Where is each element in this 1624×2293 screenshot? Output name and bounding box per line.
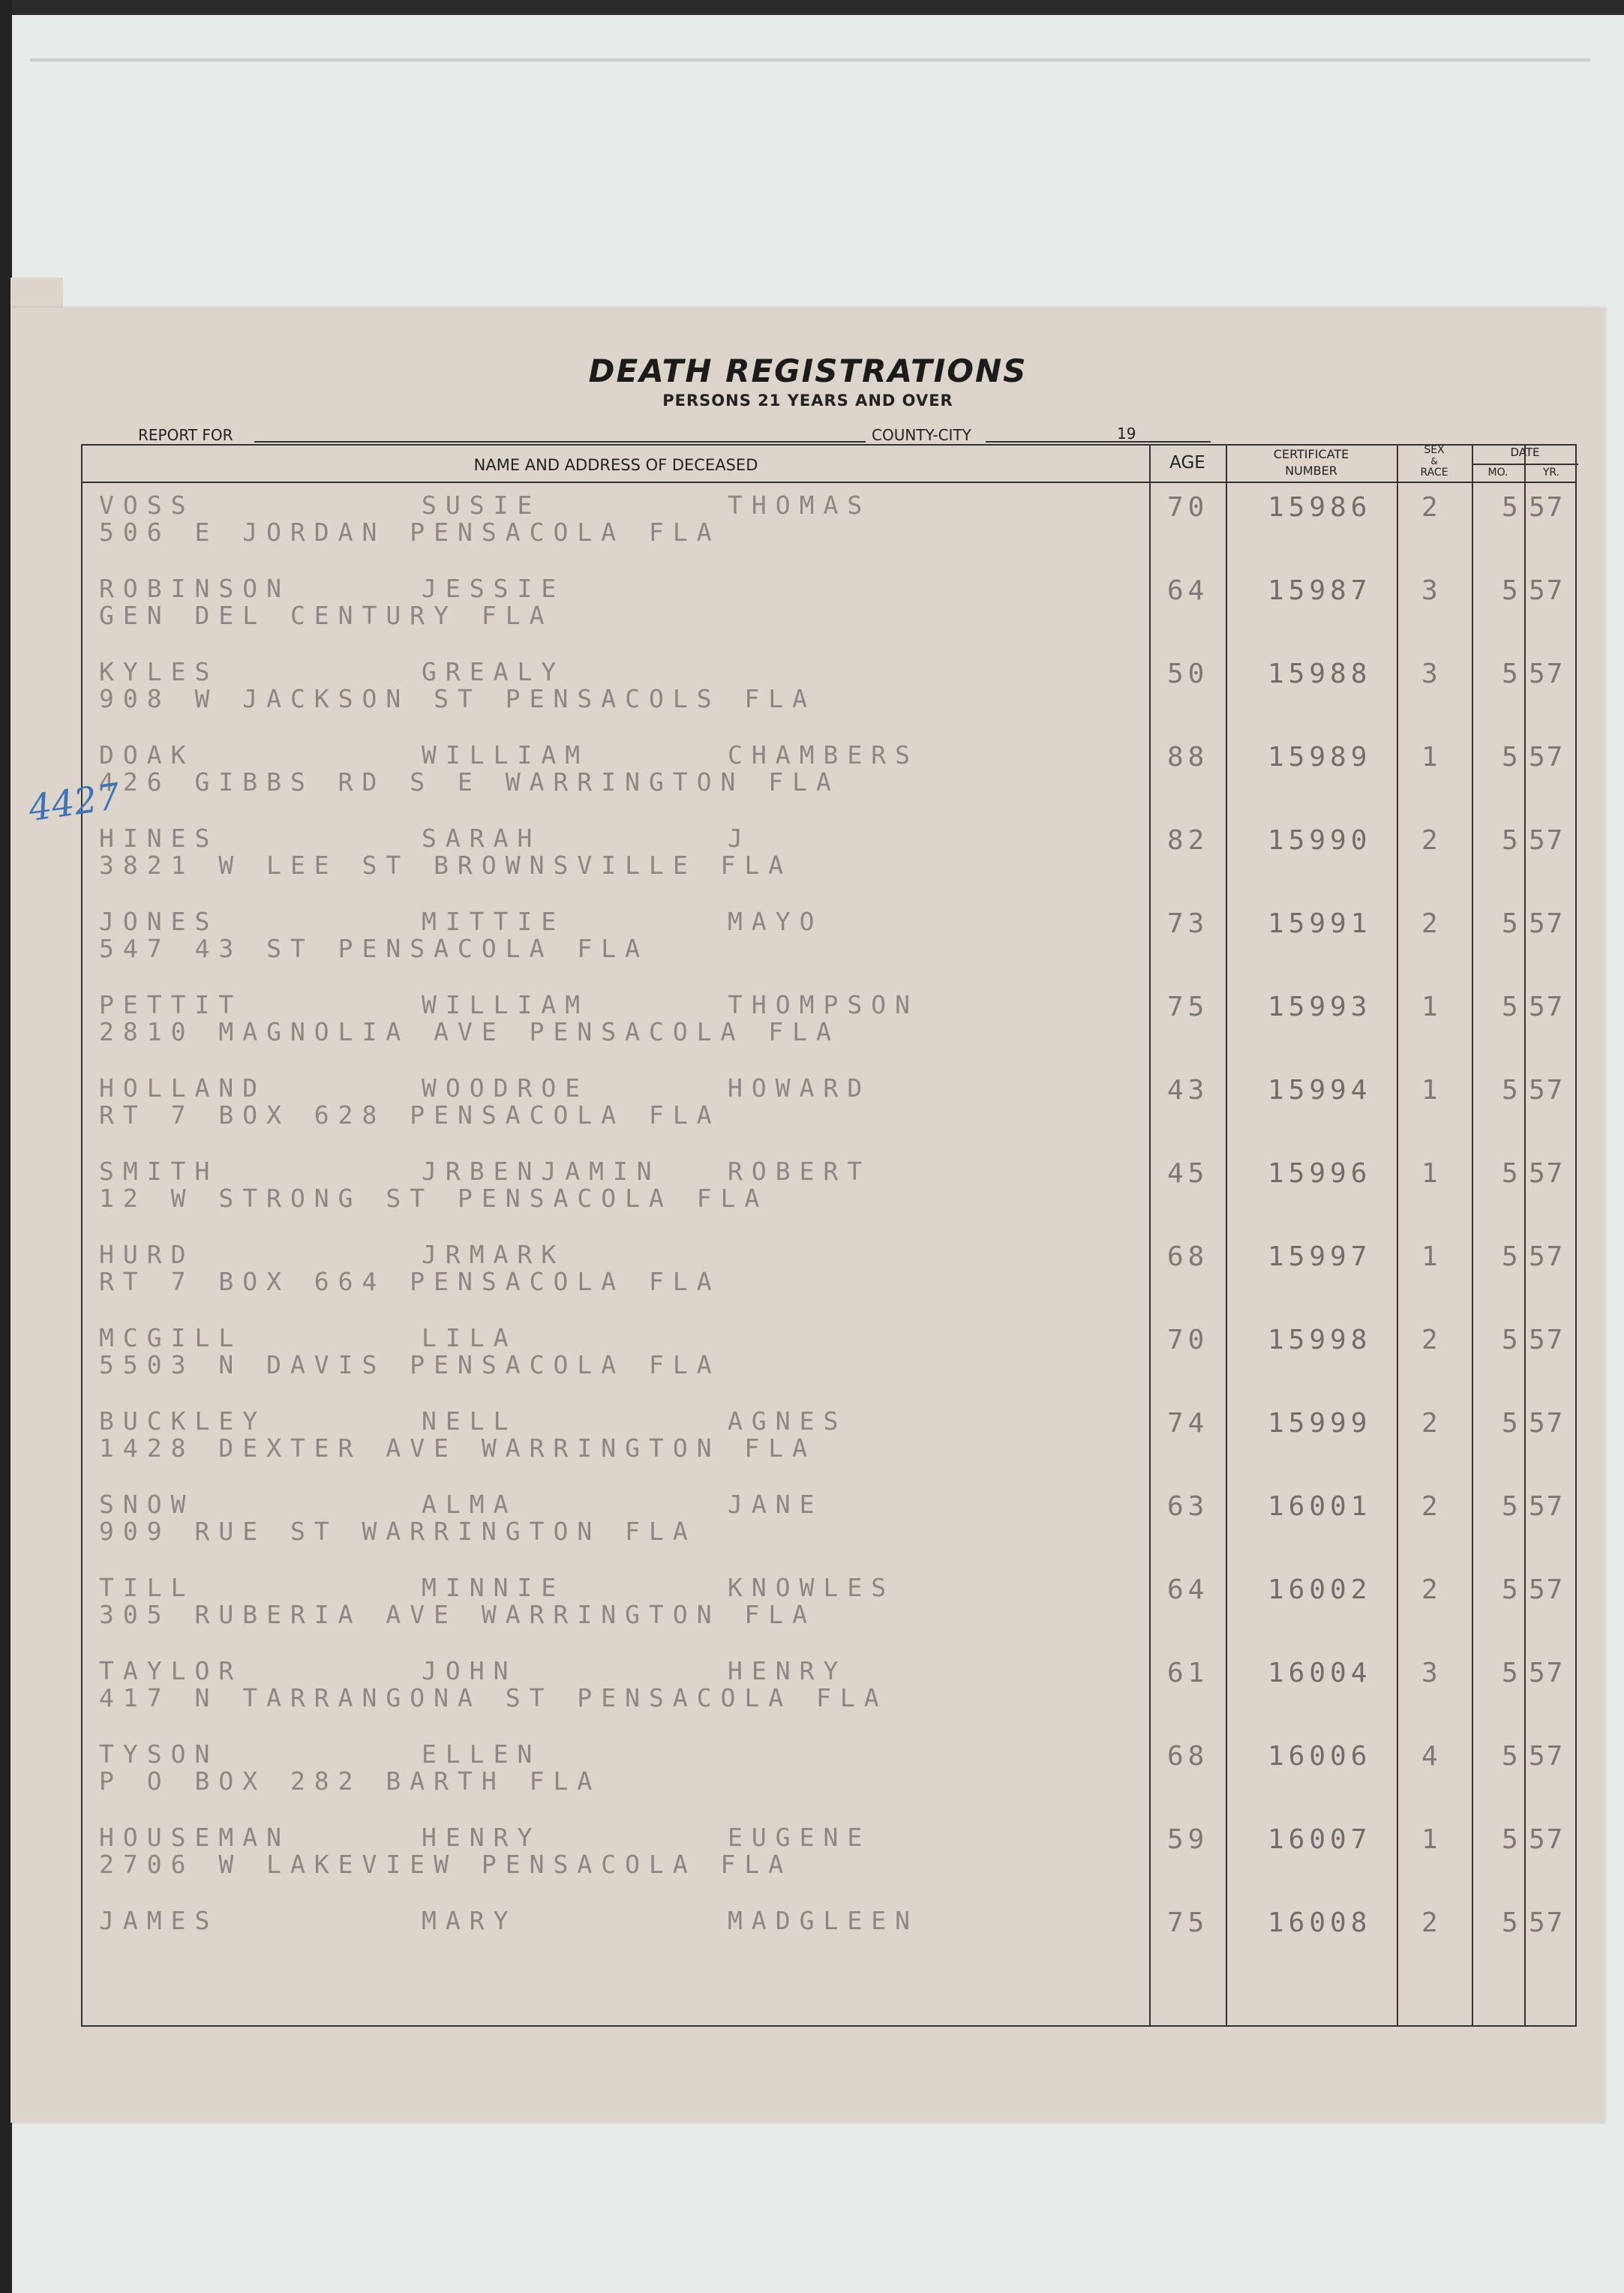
address: 2706 W LAKEVIEW PENSACOLA FLA: [99, 1850, 793, 1879]
report-for-label: REPORT FOR: [138, 426, 233, 444]
age: 75: [1167, 1907, 1209, 1938]
certificate-number: 15991: [1268, 908, 1372, 939]
form-subtitle: PERSONS 21 YEARS AND OVER: [662, 392, 953, 410]
first-name: HENRY: [422, 1823, 542, 1852]
month-header: MO.: [1487, 467, 1508, 479]
surname: SNOW: [99, 1490, 195, 1519]
middle-name: J: [728, 824, 752, 853]
year: 57: [1529, 575, 1565, 606]
surname: DOAK: [99, 740, 195, 770]
report-for-blank: [254, 441, 866, 443]
age: 45: [1167, 1158, 1209, 1189]
month: 5: [1502, 1241, 1523, 1272]
sex-race: 2: [1421, 825, 1442, 856]
first-name: SARAH: [422, 824, 542, 853]
fold-line: [30, 59, 1590, 62]
address: 3821 W LEE ST BROWNSVILLE FLA: [99, 851, 793, 880]
surname: TILL: [99, 1573, 195, 1602]
table-row: [83, 1325, 1575, 1407]
table-row: [83, 1824, 1575, 1907]
surname: ROBINSON: [99, 574, 290, 603]
month: 5: [1502, 908, 1523, 939]
year: 57: [1529, 1075, 1565, 1106]
table-row: [83, 992, 1575, 1074]
certificate-number: 15994: [1268, 1075, 1372, 1106]
certificate-number: 16001: [1268, 1491, 1372, 1522]
first-name: ALMA: [422, 1490, 518, 1519]
table-row: [83, 1741, 1575, 1823]
year: 57: [1529, 1158, 1565, 1189]
first-name: MINNIE: [422, 1573, 566, 1602]
year: 57: [1529, 1658, 1565, 1688]
surname: KYLES: [99, 657, 219, 686]
address: GEN DEL CENTURY FLA: [99, 601, 554, 630]
county-city-blank: [986, 441, 1211, 443]
month: 5: [1502, 1824, 1523, 1855]
certificate-number: 15997: [1268, 1241, 1372, 1272]
age: 68: [1167, 1241, 1209, 1272]
year: 57: [1529, 825, 1565, 856]
year-header: YR.: [1542, 467, 1560, 479]
first-name: JESSIE: [422, 574, 566, 603]
month: 5: [1502, 1574, 1523, 1605]
surname: VOSS: [99, 491, 195, 520]
year: 57: [1529, 659, 1565, 689]
sex-race: 2: [1421, 492, 1442, 523]
sex-race: 2: [1421, 1907, 1442, 1938]
sex-race: 2: [1421, 908, 1442, 939]
address: 417 N TARRANGONA ST PENSACOLA FLA: [99, 1683, 888, 1712]
surname: HINES: [99, 824, 219, 853]
age: 64: [1167, 575, 1209, 606]
sex-race: 3: [1421, 1658, 1442, 1688]
address: RT 7 BOX 664 PENSACOLA FLA: [99, 1267, 721, 1296]
address: 12 W STRONG ST PENSACOLA FLA: [99, 1184, 769, 1213]
certificate-number: 16007: [1268, 1824, 1372, 1855]
surname: JAMES: [99, 1906, 219, 1935]
address: 908 W JACKSON ST PENSACOLS FLA: [99, 684, 817, 713]
certificate-number: 16008: [1268, 1907, 1372, 1938]
certificate-number: 15998: [1268, 1325, 1372, 1355]
month: 5: [1502, 1158, 1523, 1189]
middle-name: KNOWLES: [728, 1573, 896, 1602]
table-row: [83, 1408, 1575, 1490]
address: 305 RUBERIA AVE WARRINGTON FLA: [99, 1600, 817, 1629]
scan-edge-top: [0, 0, 1624, 15]
middle-name: HENRY: [728, 1656, 848, 1685]
middle-name: MADGLEEN: [728, 1906, 919, 1935]
year: 57: [1529, 1907, 1565, 1938]
address: 547 43 ST PENSACOLA FLA: [99, 934, 649, 963]
surname: BUCKLEY: [99, 1406, 267, 1436]
header-rule: [83, 482, 1575, 483]
month: 5: [1502, 1408, 1523, 1439]
surname: TYSON: [99, 1739, 219, 1769]
year: 57: [1529, 992, 1565, 1022]
year: 57: [1529, 1741, 1565, 1772]
first-name: WOODROE: [422, 1073, 590, 1103]
surname: HOUSEMAN: [99, 1823, 290, 1852]
sex-race: 1: [1421, 1241, 1442, 1272]
table-row: [83, 825, 1575, 908]
year: 57: [1529, 1574, 1565, 1605]
certificate-number: 15988: [1268, 659, 1372, 689]
first-name: JOHN: [422, 1656, 518, 1685]
month: 5: [1502, 492, 1523, 523]
table-row: [83, 659, 1575, 741]
table-row: [83, 1907, 1575, 1990]
age: 82: [1167, 825, 1209, 856]
handwritten-annotation: 4427: [26, 775, 123, 830]
address: 426 GIBBS RD S E WARRINGTON FLA: [99, 767, 840, 797]
age: 64: [1167, 1574, 1209, 1605]
middle-name: HOWARD: [728, 1073, 872, 1103]
first-name: WILLIAM: [422, 990, 590, 1019]
first-name: JRMARK: [422, 1240, 566, 1269]
table-row: [83, 1491, 1575, 1574]
first-name: MITTIE: [422, 907, 566, 936]
age: 61: [1167, 1658, 1209, 1688]
certificate-number: 16004: [1268, 1658, 1372, 1688]
table-row: [83, 742, 1575, 824]
middle-name: THOMAS: [728, 491, 872, 520]
address: 2810 MAGNOLIA AVE PENSACOLA FLA: [99, 1017, 840, 1046]
month: 5: [1502, 1741, 1523, 1772]
death-registration-form: [11, 308, 1605, 2123]
sex-race: 1: [1421, 1824, 1442, 1855]
age: 88: [1167, 742, 1209, 773]
table-row: [83, 1075, 1575, 1157]
registration-table: [81, 444, 1577, 2027]
middle-name: AGNES: [728, 1406, 848, 1436]
date-header-rule: [1472, 464, 1578, 465]
certificate-number: 15993: [1268, 992, 1372, 1022]
address: 1428 DEXTER AVE WARRINGTON FLA: [99, 1433, 817, 1463]
sex-race: 1: [1421, 1075, 1442, 1106]
surname: TAYLOR: [99, 1656, 243, 1685]
year: 57: [1529, 492, 1565, 523]
sex-race: 1: [1421, 992, 1442, 1022]
sex-race: 2: [1421, 1408, 1442, 1439]
certificate-header-2: NUMBER: [1285, 464, 1337, 478]
table-row: [83, 908, 1575, 991]
certificate-number: 15996: [1268, 1158, 1372, 1189]
date-header: DATE: [1510, 446, 1540, 459]
certificate-number: 15986: [1268, 492, 1372, 523]
sex-header-1: SEX: [1424, 444, 1445, 456]
surname: PETTIT: [99, 990, 243, 1019]
table-row: [83, 1574, 1575, 1657]
sex-race: 3: [1421, 659, 1442, 689]
surname: HURD: [99, 1240, 195, 1269]
year: 57: [1529, 1491, 1565, 1522]
month: 5: [1502, 1658, 1523, 1688]
first-name: JRBENJAMIN: [422, 1157, 661, 1186]
address: 5503 N DAVIS PENSACOLA FLA: [99, 1350, 721, 1379]
address: RT 7 BOX 628 PENSACOLA FLA: [99, 1100, 721, 1130]
month: 5: [1502, 1491, 1523, 1522]
month: 5: [1502, 1075, 1523, 1106]
month: 5: [1502, 1907, 1523, 1938]
age: 73: [1167, 908, 1209, 939]
table-row: [83, 1158, 1575, 1241]
certificate-number: 15999: [1268, 1408, 1372, 1439]
certificate-number: 15990: [1268, 825, 1372, 856]
table-row: [83, 1658, 1575, 1740]
table-row: [83, 492, 1575, 575]
age: 50: [1167, 659, 1209, 689]
first-name: SUSIE: [422, 491, 542, 520]
address: 506 E JORDAN PENSACOLA FLA: [99, 518, 721, 547]
month: 5: [1502, 659, 1523, 689]
first-name: GREALY: [422, 657, 566, 686]
surname: HOLLAND: [99, 1073, 267, 1103]
sex-header-3: RACE: [1420, 467, 1448, 479]
surname: JONES: [99, 907, 219, 936]
name-address-header: NAME AND ADDRESS OF DECEASED: [473, 456, 758, 474]
middle-name: CHAMBERS: [728, 740, 919, 770]
age: 43: [1167, 1075, 1209, 1106]
year: 57: [1529, 1824, 1565, 1855]
first-name: NELL: [422, 1406, 518, 1436]
sex-race: 4: [1421, 1741, 1442, 1772]
month: 5: [1502, 575, 1523, 606]
middle-name: EUGENE: [728, 1823, 872, 1852]
year: 57: [1529, 1408, 1565, 1439]
age-header: AGE: [1169, 453, 1205, 473]
sex-race: 2: [1421, 1325, 1442, 1355]
middle-name: JANE: [728, 1490, 824, 1519]
month: 5: [1502, 825, 1523, 856]
sex-race: 2: [1421, 1574, 1442, 1605]
year: 57: [1529, 908, 1565, 939]
sex-race: 1: [1421, 1158, 1442, 1189]
first-name: ELLEN: [422, 1739, 542, 1769]
age: 74: [1167, 1408, 1209, 1439]
middle-name: ROBERT: [728, 1157, 872, 1186]
age: 75: [1167, 992, 1209, 1022]
table-row: [83, 575, 1575, 658]
month: 5: [1502, 992, 1523, 1022]
table-row: [83, 1241, 1575, 1324]
certificate-number: 15989: [1268, 742, 1372, 773]
address: 909 RUE ST WARRINGTON FLA: [99, 1517, 697, 1546]
age: 68: [1167, 1741, 1209, 1772]
year-prefix: 19: [1117, 425, 1136, 443]
first-name: MARY: [422, 1906, 518, 1935]
age: 70: [1167, 492, 1209, 523]
certificate-number: 16006: [1268, 1741, 1372, 1772]
first-name: LILA: [422, 1323, 518, 1352]
address: P O BOX 282 BARTH FLA: [99, 1766, 602, 1796]
surname: MCGILL: [99, 1323, 243, 1352]
sex-header-2: &: [1430, 456, 1438, 467]
sex-race: 3: [1421, 575, 1442, 606]
sex-race: 1: [1421, 742, 1442, 773]
month: 5: [1502, 1325, 1523, 1355]
middle-name: THOMPSON: [728, 990, 919, 1019]
middle-name: MAYO: [728, 907, 824, 936]
month: 5: [1502, 742, 1523, 773]
surname: SMITH: [99, 1157, 219, 1186]
sex-race: 2: [1421, 1491, 1442, 1522]
form-title: DEATH REGISTRATIONS: [588, 353, 1028, 389]
certificate-header-1: CERTIFICATE: [1273, 447, 1349, 461]
age: 59: [1167, 1824, 1209, 1855]
certificate-number: 16002: [1268, 1574, 1372, 1605]
year: 57: [1529, 742, 1565, 773]
county-city-label: COUNTY-CITY: [872, 426, 971, 444]
age: 63: [1167, 1491, 1209, 1522]
year: 57: [1529, 1325, 1565, 1355]
first-name: WILLIAM: [422, 740, 590, 770]
age: 70: [1167, 1325, 1209, 1355]
year: 57: [1529, 1241, 1565, 1272]
certificate-number: 15987: [1268, 575, 1372, 606]
